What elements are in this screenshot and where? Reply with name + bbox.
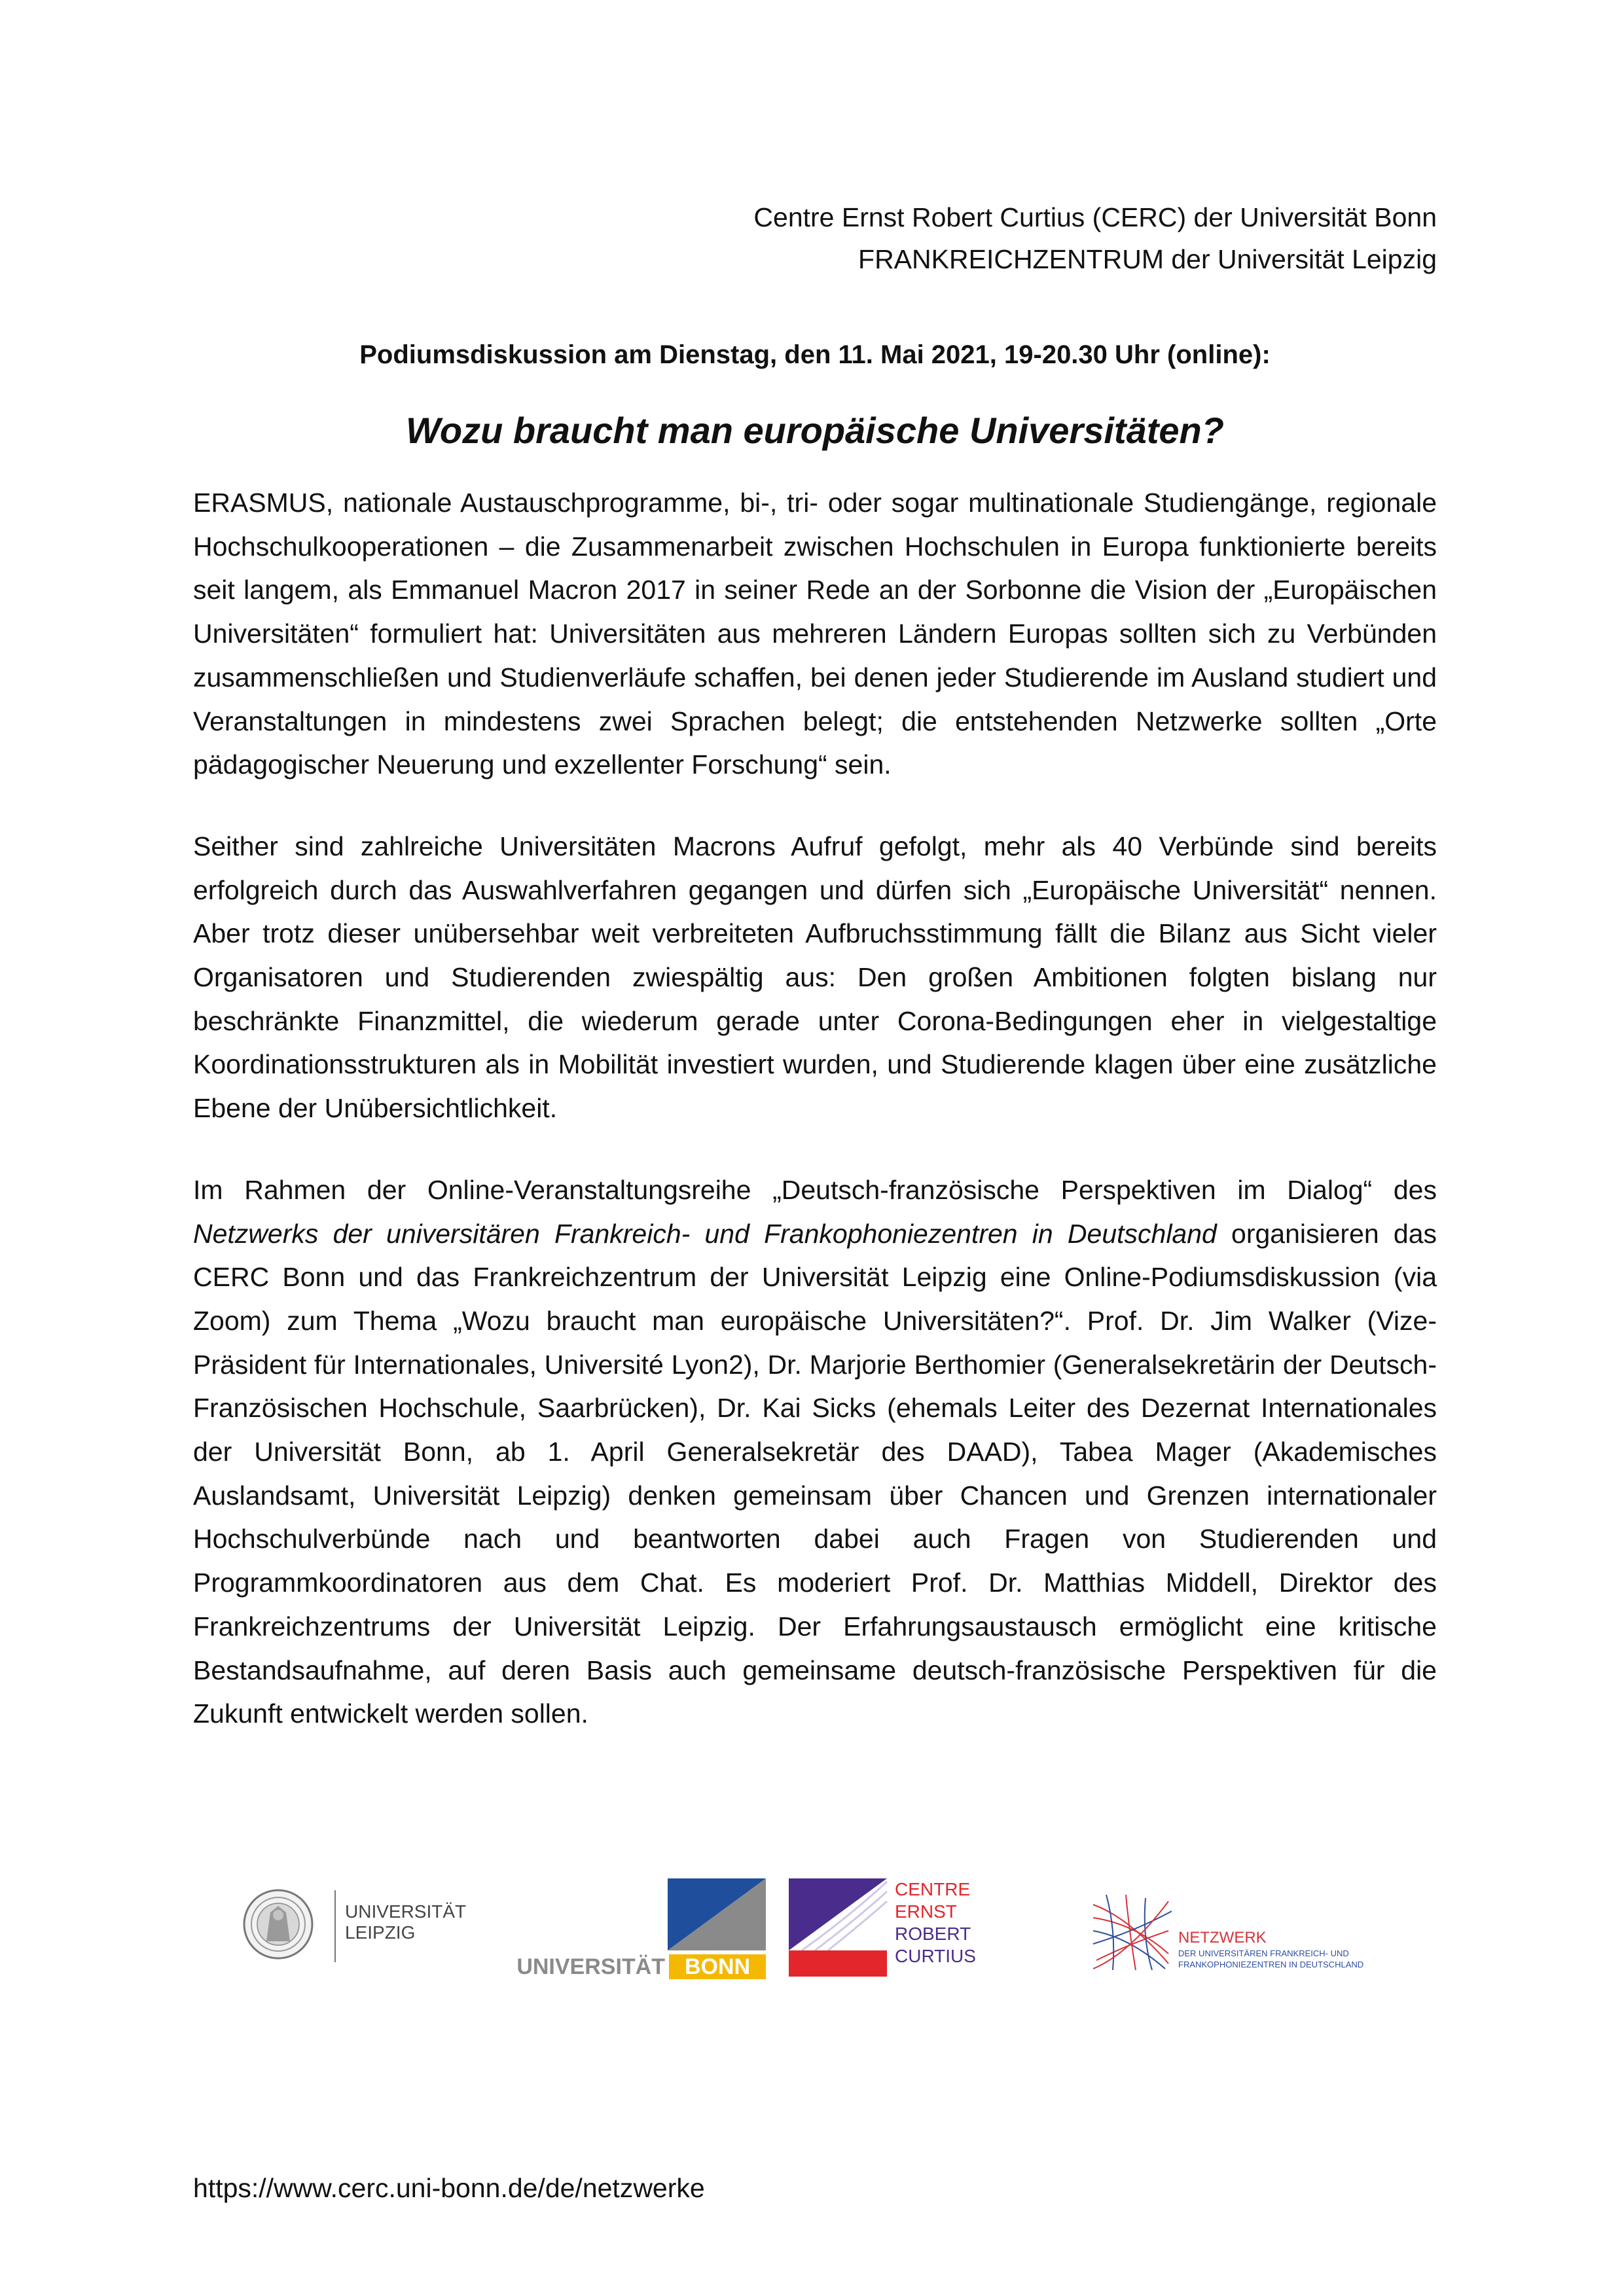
sender-line-1: Centre Ernst Robert Curtius (CERC) der Universität Bonn [753,202,1437,232]
leipzig-logo-text-2: LEIPZIG [345,1922,416,1943]
cerc-emblem-icon [789,1878,1005,1983]
paragraph-3-text-a: Im Rahmen der Online-Veranstaltungsreihe „Deutsch-französische Perspektiven im Dialog“ des [193,1174,1437,1205]
paragraph-2: Seither sind zahlreiche Universitäten Macrons Aufruf gefolgt, mehr als 40 Verbünde sind bereits erfolgreich durch das Auswahlverfahren gegangen und dürfen sich „Europäische Universität“ nennen. Aber trotz dieser unübersehbar weit verbreiteten Aufbruchsstimmung fällt die Bilanz aus Sicht vieler Organisatoren und Studierenden zwiespältig aus: Den großen Ambitionen folgten bislang nur beschränkte Finanzmittel, die wiederum gerade unter Corona-Bedingungen eher in vielgestaltige Koordinationsstrukturen als in Mobilität investiert wurden, und Studierende klagen über eine zusätzliche Ebene der Unübersichtlichkeit. [193,831,1437,1124]
leipzig-logo [240,1885,467,1970]
leipzig-logo-text-1: UNIVERSITÄT [345,1901,467,1922]
cerc-logo [789,1878,1005,1983]
netzwerk-mesh-icon [1090,1892,1417,1977]
bonn-emblem-icon [517,1878,766,1983]
network-name-italic: Netzwerks der universitären Frankreich- und Frankophoniezentren in Deutschland [193,1218,1217,1249]
netzwerk-logo [1090,1892,1417,1977]
cerc-logo-text-3: ROBERT [895,1924,971,1944]
paragraph-3-text-b: organisieren das CERC Bonn und das Frankreichzentrum der Universität Leipzig eine Online-Podiumsdiskussion (via Zoom) zum Thema „Wozu braucht man europäische Universitäten?“. Prof. Dr. Jim Walker (Vize-Präsident für Internationales, Université Lyon2), Dr. Marjorie Berthomier (Generalsekretärin der Deutsch-Französischen Hochschule, Saarbrücken), Dr. Kai Sicks (ehemals Leiter des Dezernat Internationales der Universität Bonn, ab 1. April Generalsekretär des DAAD), Tabea Mager (Akademisches Auslandsamt, Universität Leipzig) denken gemeinsam über Chancen und Grenzen internationaler Hochschulverbünde nach und beantworten dabei auch Fragen von Studierenden und Programmkoordinatoren aus dem Chat. Es moderiert Prof. Dr. Matthias Middell, Direktor des Frankreichzentrums der Universität Leipzig. Der Erfahrungsaustausch ermöglicht eine kritische Bestandsaufnahme, auf deren Basis auch gemeinsame deutsch-französische Perspektiven für die Zukunft entwickelt werden sollen. [193,1218,1437,1729]
cerc-red-bar [789,1950,887,1977]
cerc-logo-text-2: ERNST [895,1901,957,1922]
footer-url-link[interactable]: https://www.cerc.uni-bonn.de/de/netzwerke [193,2173,705,2203]
bonn-logo-text-1: UNIVERSITÄT [516,1954,665,1979]
cerc-logo-text-4: CURTIUS [895,1946,976,1966]
netzwerk-logo-text-3: FRANKOPHONIEZENTREN IN DEUTSCHLAND [1178,1960,1364,1969]
document-title: Wozu braucht man europäische Universitäten? [406,410,1224,451]
event-announcement: Podiumsdiskussion am Dienstag, den 11. Mai 2021, 19-20.30 Uhr (online): [359,340,1271,369]
netzwerk-logo-text-1: NETZWERK [1178,1929,1267,1946]
leipzig-seal-icon [240,1885,467,1970]
body-text [193,481,1437,1736]
document-page [193,0,1437,2296]
netzwerk-logo-text-2: DER UNIVERSITÄREN FRANKREICH- UND [1178,1948,1349,1958]
paragraph-3 [193,1168,1437,1736]
bonn-logo-text-2: BONN [684,1954,751,1979]
bonn-logo [517,1878,766,1983]
cerc-logo-text-1: CENTRE [895,1879,971,1899]
logo-bar [193,1878,1437,1996]
paragraph-1: ERASMUS, nationale Austauschprogramme, bi-, tri- oder sogar multinationale Studiengänge, regionale Hochschulkooperationen – die Zusammenarbeit zwischen Hochschulen in Europa funktionierte bereits seit langem, als Emmanuel Macron 2017 in seiner Rede an der Sorbonne die Vision der „Europäischen Universitäten“ formuliert hat: Universitäten aus mehreren Ländern Europas sollten sich zu Verbünden zusammenschließen und Studienverläufe schaffen, bei denen jeder Studierende im Ausland studiert und Veranstaltungen in mindestens zwei Sprachen belegt; die entstehenden Netzwerke sollten „Orte pädagogischer Neuerung und exzellenter Forschung“ sein. [193,488,1437,780]
sender-line-2: FRANKREICHZENTRUM der Universität Leipzig [858,244,1437,274]
sender-block [753,196,1437,280]
